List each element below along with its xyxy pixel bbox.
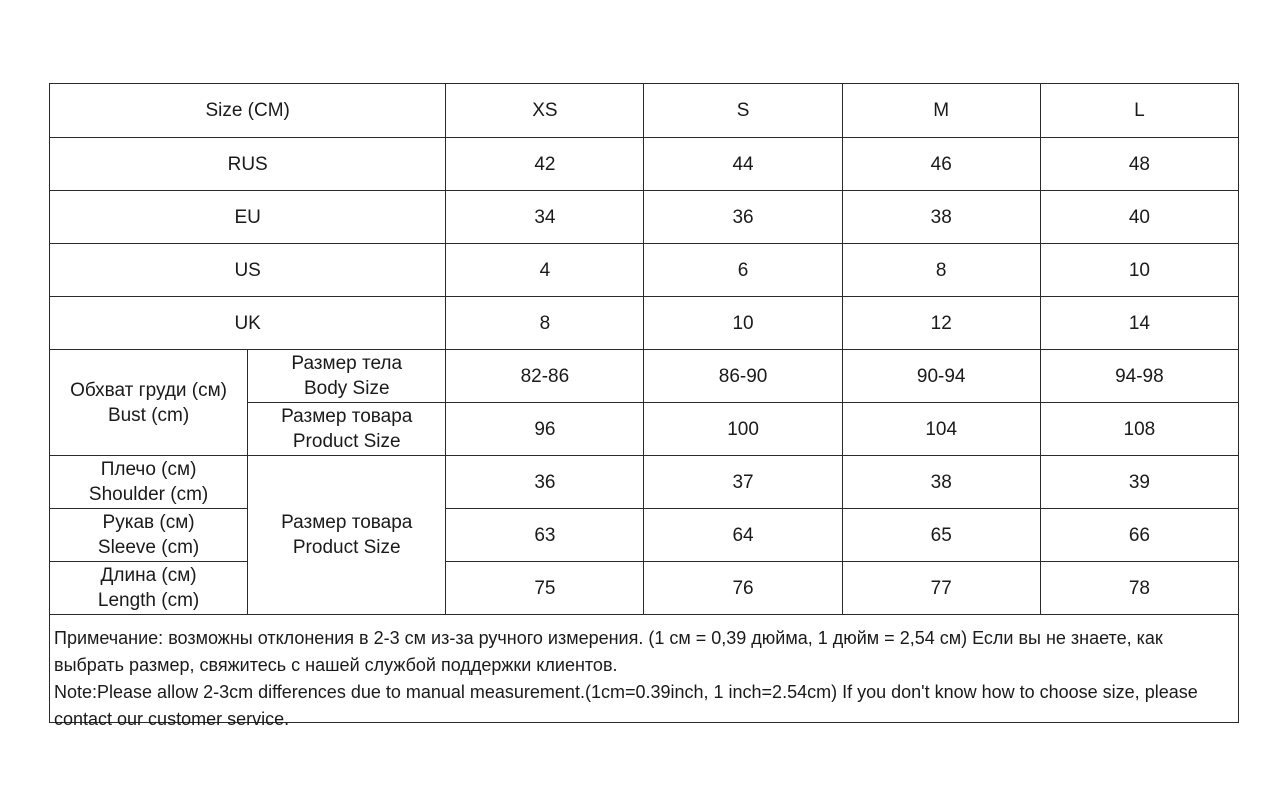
measurement-note <box>49 615 1239 729</box>
table-cell: 40 <box>1040 191 1238 244</box>
table-cell: 108 <box>1040 403 1238 456</box>
table-cell: 12 <box>842 297 1040 350</box>
length-label-en: Length (cm) <box>97 590 200 611</box>
table-cell: 48 <box>1040 138 1238 191</box>
table-cell: 10 <box>644 297 842 350</box>
size-table <box>49 83 1239 615</box>
sleeve-label <box>50 509 248 562</box>
product-size-group-label-en: Product Size <box>292 537 401 558</box>
shoulder-row <box>50 456 1239 509</box>
rus-label: RUS <box>50 138 446 191</box>
table-cell: 42 <box>446 138 644 191</box>
table-cell: 96 <box>446 403 644 456</box>
bust-body-row <box>50 350 1239 403</box>
eu-row <box>50 191 1239 244</box>
length-label-ru: Длина (см) <box>100 565 197 586</box>
table-cell: 39 <box>1040 456 1238 509</box>
table-cell: 44 <box>644 138 842 191</box>
table-cell: 8 <box>842 244 1040 297</box>
us-label: US <box>50 244 446 297</box>
us-row <box>50 244 1239 297</box>
product-size-group-label-ru: Размер товара <box>281 512 413 533</box>
eu-label: EU <box>50 191 446 244</box>
table-cell: 78 <box>1040 562 1238 615</box>
bust-product-size-label-en: Product Size <box>292 431 401 452</box>
body-size-label-ru: Размер тела <box>291 353 403 374</box>
note-en: Note:Please allow 2-3cm differences due to manual measurement.(1cm=0.39inch, 1 inch=2.54cm) If you don't know how to choose size, please contact our customer service. <box>54 682 1198 729</box>
rus-row <box>50 138 1239 191</box>
table-cell: 36 <box>446 456 644 509</box>
bust-product-size-label-ru: Размер товара <box>281 406 413 427</box>
sleeve-label-ru: Рукав (см) <box>102 512 195 533</box>
table-cell: 63 <box>446 509 644 562</box>
table-cell: 34 <box>446 191 644 244</box>
table-cell: 82-86 <box>446 350 644 403</box>
bust-label-ru: Обхват груди (см) <box>70 379 228 401</box>
table-cell: 66 <box>1040 509 1238 562</box>
table-cell: 77 <box>842 562 1040 615</box>
sleeve-label-en: Sleeve (cm) <box>97 537 200 558</box>
table-cell: 14 <box>1040 297 1238 350</box>
body-size-label-en: Body Size <box>303 378 390 399</box>
table-cell: 46 <box>842 138 1040 191</box>
table-cell: 76 <box>644 562 842 615</box>
note-ru: Примечание: возможны отклонения в 2-3 см из-за ручного измерения. (1 см = 0,39 дюйма, 1 дюйм = 2,54 см) Если вы не знаете, как выбрать размер, свяжитесь с нашей службой поддержки клиентов. <box>54 628 1163 675</box>
size-xs-header: XS <box>446 84 644 138</box>
table-cell: 75 <box>446 562 644 615</box>
shoulder-label <box>50 456 248 509</box>
table-cell: 8 <box>446 297 644 350</box>
table-cell: 100 <box>644 403 842 456</box>
table-cell: 4 <box>446 244 644 297</box>
bust-label <box>50 350 248 456</box>
table-cell: 6 <box>644 244 842 297</box>
size-l-header: L <box>1040 84 1238 138</box>
shoulder-label-ru: Плечо (см) <box>100 459 197 480</box>
length-row <box>50 562 1239 615</box>
table-cell: 64 <box>644 509 842 562</box>
table-cell: 38 <box>842 191 1040 244</box>
table-cell: 104 <box>842 403 1040 456</box>
size-header-label: Size (CM) <box>50 84 446 138</box>
bust-label-en: Bust (cm) <box>107 404 190 426</box>
table-cell: 38 <box>842 456 1040 509</box>
sleeve-row <box>50 509 1239 562</box>
size-s-header: S <box>644 84 842 138</box>
size-chart <box>49 83 1239 729</box>
table-cell: 90-94 <box>842 350 1040 403</box>
shoulder-label-en: Shoulder (cm) <box>88 484 209 505</box>
header-row <box>50 84 1239 138</box>
product-size-group-label <box>248 456 446 615</box>
length-label <box>50 562 248 615</box>
size-m-header: M <box>842 84 1040 138</box>
table-cell: 10 <box>1040 244 1238 297</box>
body-size-label <box>248 350 446 403</box>
table-cell: 36 <box>644 191 842 244</box>
bust-product-size-label <box>248 403 446 456</box>
uk-label: UK <box>50 297 446 350</box>
table-cell: 65 <box>842 509 1040 562</box>
table-cell: 86-90 <box>644 350 842 403</box>
table-cell: 94-98 <box>1040 350 1238 403</box>
table-cell: 37 <box>644 456 842 509</box>
uk-row <box>50 297 1239 350</box>
